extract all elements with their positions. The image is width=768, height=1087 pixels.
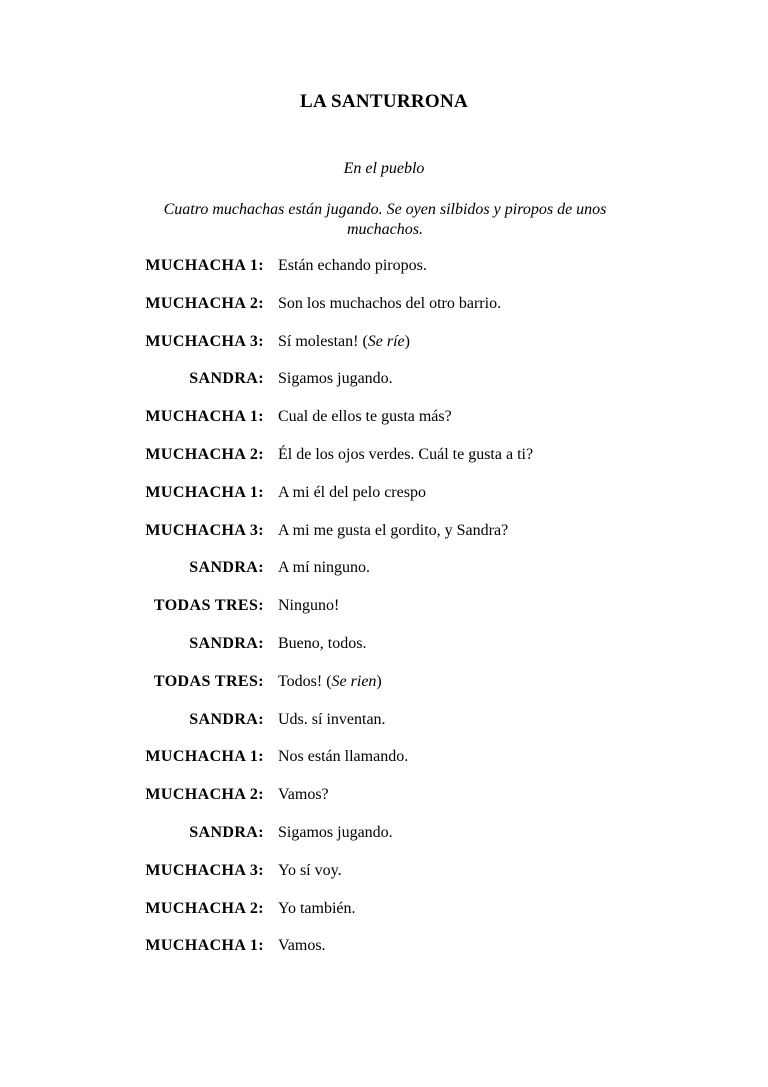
speaker-name: MUCHACHA 1: <box>145 408 264 426</box>
speaker-name: MUCHACHA 3: <box>145 861 264 879</box>
speaker-name: MUCHACHA 1: <box>145 937 264 955</box>
line-text-end: ) <box>404 332 410 350</box>
line-text: A mi me gusta el gordito, y Sandra? <box>278 521 509 539</box>
dialogue-line <box>140 407 660 445</box>
dialogue <box>140 256 660 974</box>
speaker-name: MUCHACHA 1: <box>145 483 264 501</box>
line-text: Son los muchachos del otro barrio. <box>278 294 502 312</box>
speaker-name: TODAS TRES: <box>153 597 264 615</box>
line-text-main: Sí molestan! ( <box>278 332 368 350</box>
speaker-name: TODAS TRES: <box>153 672 264 690</box>
speaker-name: SANDRA: <box>189 823 264 841</box>
speaker-name: SANDRA: <box>189 634 264 652</box>
line-text: Él de los ojos verdes. Cuál te gusta a ti? <box>278 445 534 463</box>
line-text-main: Todos! ( <box>278 672 332 690</box>
dialogue-line <box>140 710 660 748</box>
line-text <box>278 672 382 692</box>
speaker-name: SANDRA: <box>189 710 264 728</box>
stage-direction <box>140 200 630 240</box>
line-text: Vamos? <box>278 786 329 804</box>
dialogue-line <box>140 899 660 937</box>
dialogue-line <box>140 521 660 559</box>
line-text: Cual de ellos te gusta más? <box>278 408 452 426</box>
line-text: Uds. sí inventan. <box>278 710 386 728</box>
line-text: A mi él del pelo crespo <box>278 483 426 501</box>
line-text: Nos están llamando. <box>278 748 409 766</box>
speaker-name: MUCHACHA 1: <box>145 257 264 274</box>
dialogue-line <box>140 483 660 521</box>
line-text: Yo también. <box>278 899 356 917</box>
speaker-name: MUCHACHA 2: <box>145 294 264 312</box>
line-text: Ninguno! <box>278 597 340 615</box>
line-text: Sigamos jugando. <box>278 370 393 388</box>
dialogue-line <box>140 332 660 370</box>
dialogue-line <box>140 596 660 634</box>
line-text-end: ) <box>376 672 382 690</box>
scene-setting: En el pueblo <box>343 160 425 177</box>
speaker-name: MUCHACHA 2: <box>145 786 264 804</box>
stage-direction-line: Cuatro muchachas están jugando. Se oyen silbidos y piropos de unos <box>163 201 607 218</box>
line-aside: Se ríe <box>367 332 405 350</box>
dialogue-line <box>140 936 660 974</box>
dialogue-line <box>140 672 660 710</box>
dialogue-line <box>140 634 660 672</box>
dialogue-line <box>140 747 660 785</box>
line-text: Sigamos jugando. <box>278 823 393 841</box>
dialogue-line <box>140 256 660 294</box>
dialogue-line <box>140 445 660 483</box>
speaker-name: SANDRA: <box>189 370 264 388</box>
dialogue-line <box>140 294 660 332</box>
line-text <box>278 332 410 352</box>
dialogue-line <box>140 823 660 861</box>
speaker-name: MUCHACHA 3: <box>145 332 264 350</box>
line-text: Están echando piropos. <box>278 257 427 274</box>
line-text: Bueno, todos. <box>278 634 367 652</box>
line-text: Yo sí voy. <box>278 861 342 879</box>
speaker-name: SANDRA: <box>189 559 264 577</box>
speaker-name: MUCHACHA 3: <box>145 521 264 539</box>
dialogue-line <box>140 861 660 899</box>
speaker-name: MUCHACHA 1: <box>145 748 264 766</box>
line-aside: Se rien <box>331 672 377 690</box>
speaker-name: MUCHACHA 2: <box>145 445 264 463</box>
line-text: A mí ninguno. <box>278 559 371 577</box>
line-text: Vamos. <box>278 937 326 955</box>
stage-direction-line: muchachos. <box>347 221 423 238</box>
speaker-name: MUCHACHA 2: <box>145 899 264 917</box>
play-title: LA SANTURRONA <box>299 91 469 112</box>
dialogue-line <box>140 369 660 407</box>
dialogue-line <box>140 785 660 823</box>
dialogue-line <box>140 558 660 596</box>
